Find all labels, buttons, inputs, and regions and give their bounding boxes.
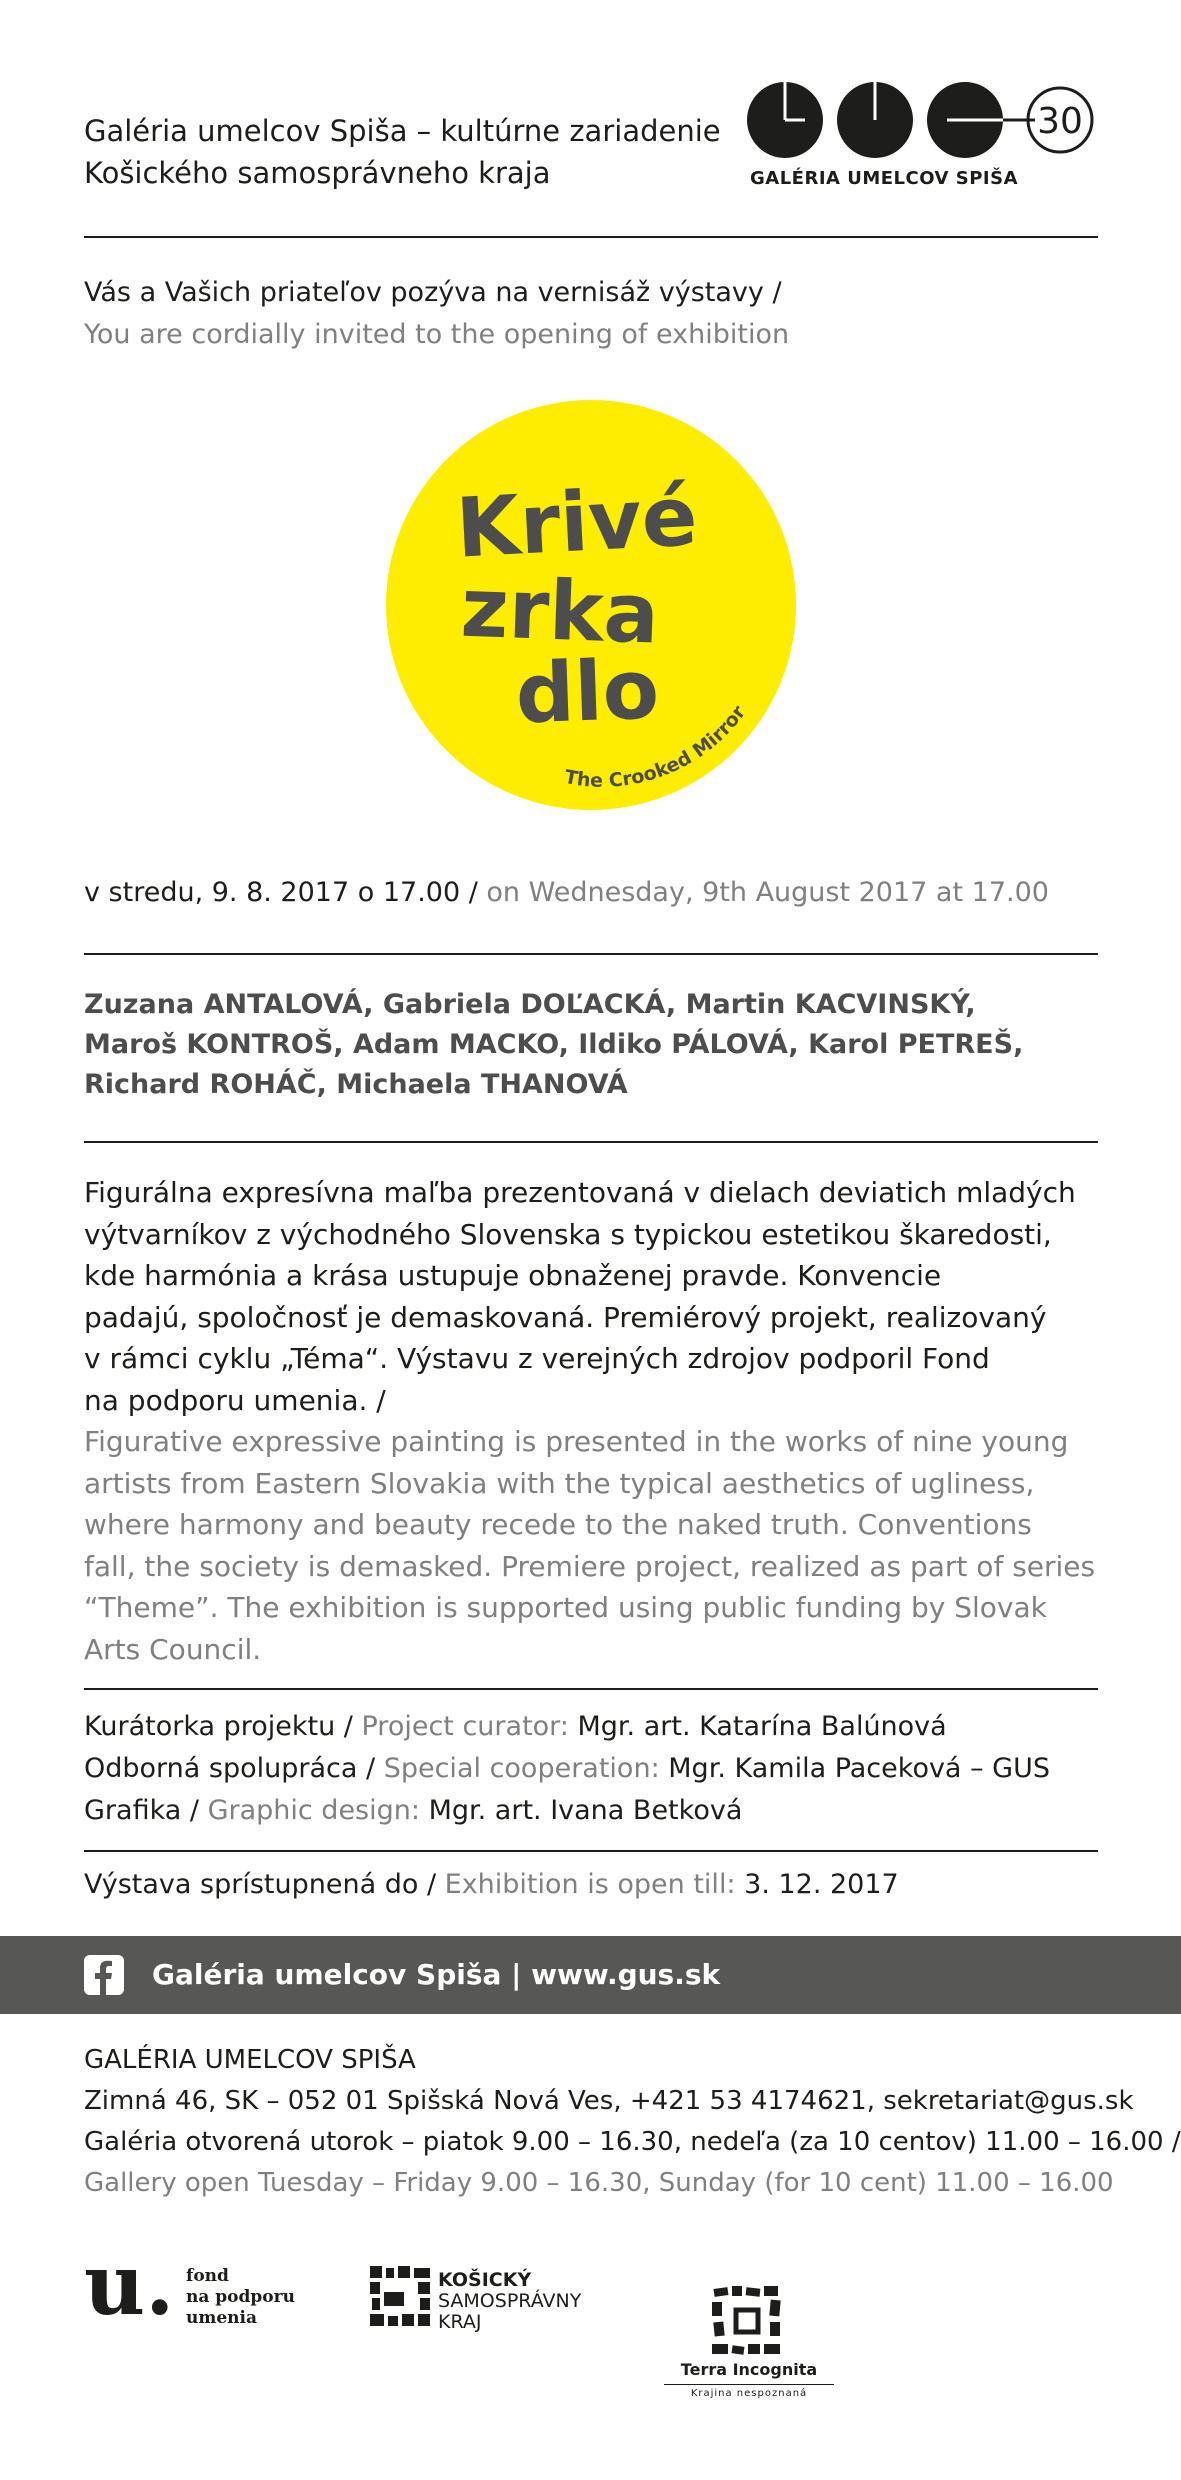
address-hours-sk: Galéria otvorená utorok – piatok 9.00 – 16.30, nedeľa (za 10 centov) 11.00 – 16.00 /: [84, 2127, 1181, 2157]
credit-cooperation: [84, 1748, 1050, 1790]
description-line: artists from Eastern Slovakia with the typical aesthetics of ugliness,: [84, 1466, 1035, 1500]
open-till-sk: Výstava sprístupnená do /: [84, 1869, 437, 1900]
credit-curator: [84, 1706, 1050, 1748]
description-line: Arts Council.: [84, 1632, 262, 1666]
description-en: [84, 1421, 1098, 1670]
ksk-line: KRAJ: [438, 2311, 482, 2333]
date-sk: v stredu, 9. 8. 2017 o 17.00 /: [84, 877, 478, 908]
description-line: v rámci cyklu „Téma“. Výstavu z verejných zdrojov podporil Fond: [84, 1342, 990, 1375]
fpu-logo-text: [186, 2266, 295, 2329]
credit-label-en: Special cooperation:: [383, 1753, 660, 1784]
logo-number: 30: [1037, 101, 1083, 142]
title-line-3: dlo: [514, 642, 661, 743]
description-line: na podporu umenia. /: [84, 1383, 386, 1417]
divider: [84, 1141, 1098, 1143]
credit-value: Mgr. art. Ivana Betková: [428, 1795, 743, 1826]
facebook-icon[interactable]: [84, 1955, 124, 1995]
ksk-line: KOŠICKÝ: [438, 2269, 532, 2291]
divider: [84, 1850, 1098, 1852]
description-line: padajú, spoločnosť je demaskovaná. Premiérový projekt, realizovaný: [84, 1300, 1047, 1334]
subtitle-path: The Crooked Mirror: [562, 701, 751, 792]
open-till: [84, 1864, 899, 1906]
ksk-line: SAMOSPRÁVNY: [438, 2290, 582, 2312]
title-line-1: Krivé: [453, 469, 700, 577]
terra-incognita-subtitle: Krajina nespoznaná: [690, 2388, 808, 2399]
fpu-line: fond: [186, 2266, 229, 2286]
event-date: [84, 872, 1049, 914]
address-hours-en: Gallery open Tuesday – Friday 9.00 – 16.30, Sunday (for 10 cent) 11.00 – 16.00: [84, 2168, 1114, 2198]
credit-label-en: Graphic design:: [207, 1795, 420, 1826]
ksk-logo-icon: [370, 2266, 432, 2328]
address-contact: Zimná 46, SK – 052 01 Spišská Nová Ves, +421 53 4174621, sekretariat@gus.sk: [84, 2086, 1134, 2116]
artists-line-2: Maroš KONTROŠ, Adam MACKO, Ildiko PÁLOVÁ, Karol PETREŠ,: [84, 1029, 1024, 1060]
terra-incognita-name: Terra Incognita: [680, 2360, 818, 2379]
open-till-value: 3. 12. 2017: [744, 1869, 899, 1900]
invitation: [84, 272, 789, 356]
description-line: fall, the society is demasked. Premiere project, realized as part of series: [84, 1549, 1096, 1583]
title-line-2: zrka: [459, 560, 661, 663]
description-line: Figurálna expresívna maľba prezentovaná v dielach deviatich mladých: [84, 1176, 1076, 1209]
open-till-en: Exhibition is open till:: [444, 1869, 736, 1900]
credit-label-en: Project curator:: [361, 1711, 569, 1742]
credit-graphic-design: [84, 1790, 1050, 1832]
invitation-sk: Vás a Vašich priateľov pozýva na vernisáž výstavy /: [84, 277, 782, 308]
gallery-address: [84, 2040, 1181, 2204]
credit-value: Mgr. art. Katarína Balúnová: [577, 1711, 947, 1742]
header-line-2: Košického samosprávneho kraja: [84, 156, 551, 190]
terra-incognita-icon: [712, 2286, 782, 2356]
credits: [84, 1706, 1050, 1832]
divider: [84, 953, 1098, 955]
gallery-description: [84, 110, 721, 194]
fpu-logo-mark: u.: [84, 2235, 175, 2334]
credit-label-sk: Grafika /: [84, 1795, 199, 1826]
description-sk: [84, 1172, 1098, 1421]
description-line: Figurative expressive painting is presented in the works of nine young: [84, 1425, 1069, 1458]
logo-caption: GALÉRIA UMELCOV SPIŠA: [750, 168, 1018, 189]
divider: [84, 1688, 1098, 1690]
invitation-en: You are cordially invited to the opening of exhibition: [84, 319, 790, 350]
description-line: where harmony and beauty recede to the naked truth. Conventions: [84, 1508, 1032, 1541]
description-line: kde harmónia a krása ustupuje obnaženej pravde. Konvencie: [84, 1259, 942, 1292]
artists-line-1: Zuzana ANTALOVÁ, Gabriela DOĽACKÁ, Martin KACVINSKÝ,: [84, 989, 976, 1020]
social-link[interactable]: Galéria umelcov Spiša | www.gus.sk: [152, 1958, 721, 1991]
address-name: GALÉRIA UMELCOV SPIŠA: [84, 2045, 416, 2075]
header-line-1: Galéria umelcov Spiša – kultúrne zariadenie: [84, 114, 721, 148]
credit-label-sk: Kurátorka projektu /: [84, 1711, 353, 1742]
description-line: “Theme”. The exhibition is supported using public funding by Slovak: [84, 1591, 1047, 1624]
terra-incognita-rule: [664, 2384, 834, 2385]
ksk-logo-text: [438, 2270, 581, 2333]
divider: [84, 236, 1098, 238]
credit-value: Mgr. Kamila Paceková – GUS: [668, 1753, 1050, 1784]
date-en: on Wednesday, 9th August 2017 at 17.00: [486, 877, 1049, 908]
artists-list: [84, 985, 1023, 1105]
artists-line-3: Richard ROHÁČ, Michaela THANOVÁ: [84, 1069, 628, 1100]
credit-label-sk: Odborná spolupráca /: [84, 1753, 376, 1784]
fpu-line: na podporu: [186, 2287, 295, 2307]
description-line: výtvarníkov z východného Slovenska s typickou estetikou škaredosti,: [84, 1217, 1052, 1251]
exhibition-description: [84, 1172, 1098, 1670]
exhibition-badge: [386, 400, 796, 810]
fpu-line: umenia: [186, 2308, 257, 2328]
